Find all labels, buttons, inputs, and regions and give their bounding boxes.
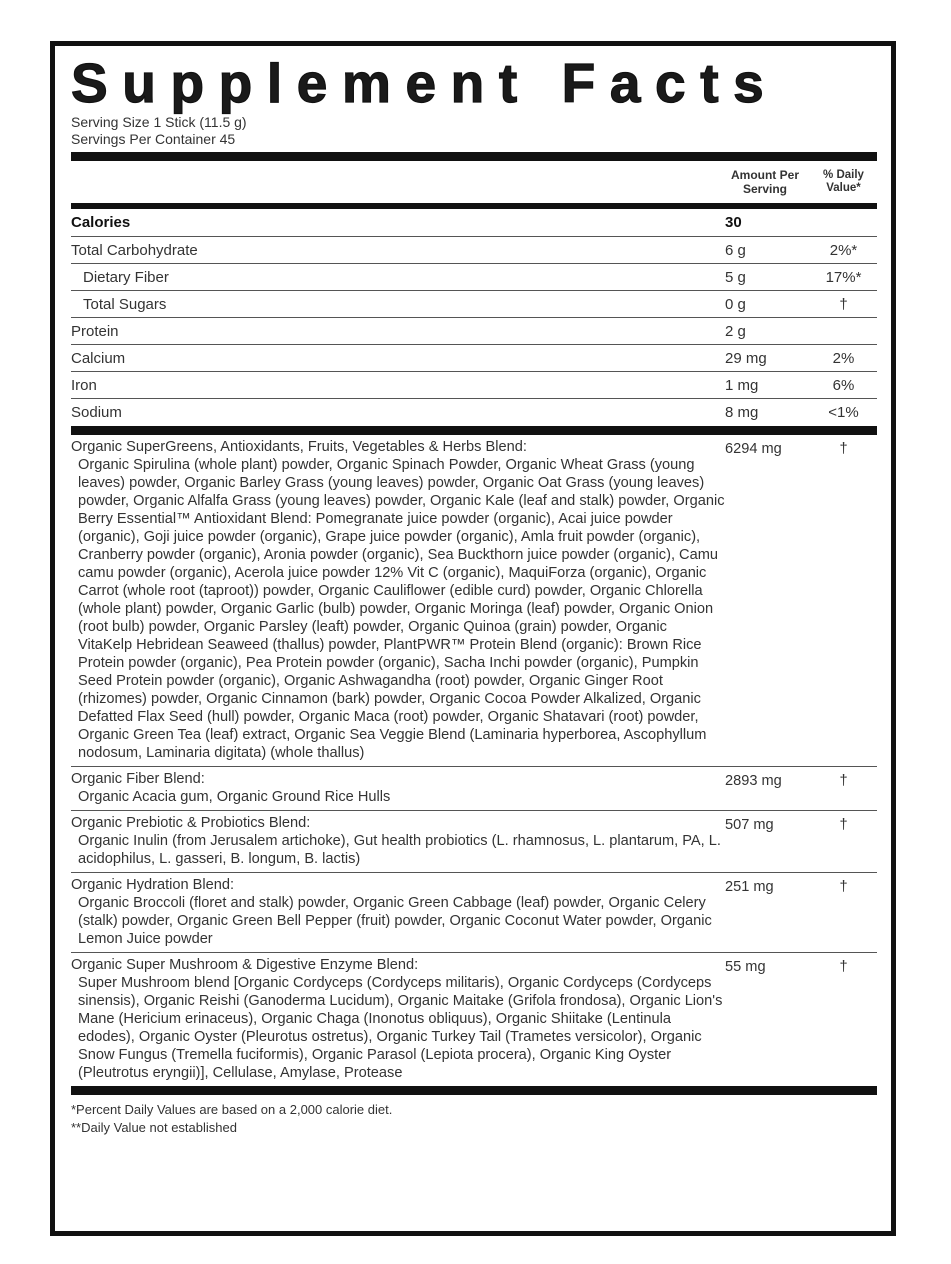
nutrient-name: Sodium: [71, 404, 122, 421]
divider-thick: [71, 1086, 877, 1095]
nutrient-row: [71, 264, 877, 291]
nutrient-name: Calcium: [71, 349, 126, 367]
blend-daily-value: †: [839, 441, 848, 457]
nutrient-amount: 30: [725, 214, 742, 231]
blend-amount: 507 mg: [725, 817, 774, 833]
label-title: Supplement Facts: [71, 52, 779, 114]
footnotes: [71, 1100, 877, 1138]
blend-text: [71, 956, 725, 1082]
nutrient-daily-value: 2%: [832, 349, 855, 367]
nutrient-daily-value: 6%: [832, 376, 855, 394]
nutrient-amount: 2 g: [725, 322, 746, 340]
blend-row: [71, 767, 877, 811]
header-amount: Amount Per Serving: [730, 168, 799, 196]
blend-amount: 2893 mg: [725, 773, 782, 789]
nutrient-daily-value: 2%*: [829, 241, 858, 259]
nutrient-row: [71, 209, 877, 237]
nutrient-name: Total Sugars: [83, 295, 167, 313]
nutrient-daily-value: †: [839, 295, 848, 313]
blend-name: Organic SuperGreens, Antioxidants, Fruits, Vegetables & Herbs Blend:: [71, 439, 527, 455]
header-daily-value: % Daily Value*: [823, 169, 864, 194]
nutrient-daily-value: <1%: [828, 404, 859, 421]
blend-row: [71, 873, 877, 953]
blend-text: [71, 438, 725, 762]
nutrient-row: [71, 318, 877, 345]
blend-daily-value: †: [839, 817, 848, 833]
blend-daily-value: †: [839, 773, 848, 789]
nutrient-amount: 1 mg: [725, 376, 759, 394]
blend-name: Organic Fiber Blend:: [71, 771, 205, 787]
nutrient-row: [71, 399, 877, 426]
nutrient-row: [71, 291, 877, 318]
nutrient-row: [71, 237, 877, 264]
blend-text: [71, 814, 725, 868]
blend-amount: 6294 mg: [725, 441, 782, 457]
nutrient-name: Protein: [71, 322, 119, 340]
blend-ingredients: Organic Spirulina (whole plant) powder, Organic Spinach Powder, Organic Wheat Grass (young leaves) powder, Organic Barley Grass (young leaves) powder, Organic Oat Grass (young leaves) powder, Organic Alfalfa Grass (young leaves) powder, Organic Kale (leaf and stalk) powder, Organic Berry Essential™ Antioxidant Blend: Pomegranate juice powder (organic), Acai juice powder (organic), Goji juice powder (organic), Grape juice powder (organic), Amla fruit powder (organic), Cranberry powder (organic), Aronia powder (organic), Sea Buckthorn juice powder (organic), Camu camu powder (organic), Acerola juice powder 12% Vit C (organic), MaquiForza (organic), Organic Carrot (whole root (taproot)) powder, Organic Cauliflower (edible curd) powder, Organic Chlorella (whole plant) powder, Organic Garlic (bulb) powder, Organic Moringa (leaf) powder, Organic Onion (root bulb) powder, Organic Parsley (leaft) powder, Organic Quinoa (grain) powder, Organic VitaKelp Hebridean Seaweed (thallus) powder, PlantPWR™ Protein Blend (organic): Brown Rice Protein powder (organic), Pea Protein powder (organic), Sacha Inchi powder (organic), Pumpkin Seed Protein powder (organic), Organic Ashwagandha (root) powder, Organic Ginger Root (rhizomes) powder, Organic Cinnamon (bark) powder, Organic Cocoa Powder Alkalized, Organic Defatted Flax Seed (hull) powder, Organic Maca (root) powder, Organic Shatavari (root) powder, Organic Green Tea (leaf) extract, Organic Sea Veggie Blend (Laminaria hyperborea, Ascophyllum nodosum, Laminaria digitata) (whole thallus): [78, 457, 725, 761]
blend-name: Organic Hydration Blend:: [71, 877, 235, 893]
column-header-row: [71, 161, 877, 203]
blend-amount: 251 mg: [725, 879, 774, 895]
divider-thick: [71, 152, 877, 161]
serving-size: Serving Size 1 Stick (11.5 g): [71, 114, 247, 130]
blend-row: [71, 953, 877, 1086]
nutrient-row: [71, 345, 877, 372]
nutrient-amount: 5 g: [725, 268, 746, 286]
blend-text: [71, 876, 725, 948]
blend-daily-value: †: [839, 879, 848, 895]
blend-amount: 55 mg: [725, 959, 766, 975]
serving-info: [71, 114, 877, 148]
blend-ingredients: Organic Broccoli (floret and stalk) powder, Organic Green Cabbage (leaf) powder, Organic Celery (stalk) powder, Organic Green Bell Pepper (fruit) powder, Organic Coconut Water powder, Organic Lemon Juice powder: [78, 895, 712, 947]
nutrient-amount: 8 mg: [725, 404, 759, 421]
blend-ingredients: Organic Inulin (from Jerusalem artichoke), Gut health probiotics (L. rhamnosus, L. plantarum, PA, L. acidophilus, L. gasseri, B. longum, B. lactis): [78, 833, 721, 867]
blend-table: [71, 435, 877, 1086]
nutrient-amount: 29 mg: [725, 349, 767, 367]
divider-thick: [71, 426, 877, 435]
nutrient-amount: 0 g: [725, 295, 746, 313]
nutrient-name: Iron: [71, 376, 97, 394]
servings-per-container: Servings Per Container 45: [71, 131, 236, 147]
nutrient-name: Dietary Fiber: [83, 268, 169, 286]
nutrient-name: Calories: [71, 214, 131, 231]
footnote-dv: *Percent Daily Values are based on a 2,000 calorie diet.: [71, 1102, 393, 1117]
footnote-not-established: **Daily Value not established: [71, 1120, 237, 1135]
blend-daily-value: †: [839, 959, 848, 975]
nutrient-daily-value: 17%*: [825, 268, 862, 286]
supplement-facts-label: [50, 41, 896, 1236]
nutrient-name: Total Carbohydrate: [71, 241, 198, 259]
nutrient-table: [71, 209, 877, 426]
blend-ingredients: Organic Acacia gum, Organic Ground Rice Hulls: [78, 789, 391, 805]
blend-name: Organic Prebiotic & Probiotics Blend:: [71, 815, 311, 831]
blend-row: [71, 811, 877, 873]
nutrient-amount: 6 g: [725, 241, 746, 259]
blend-text: [71, 770, 725, 806]
nutrient-row: [71, 372, 877, 399]
blend-name: Organic Super Mushroom & Digestive Enzyme Blend:: [71, 957, 419, 973]
blend-row: [71, 435, 877, 767]
blend-ingredients: Super Mushroom blend [Organic Cordyceps (Cordyceps militaris), Organic Cordyceps (Cordyceps sinensis), Organic Reishi (Ganoderma Lucidum), Organic Maitake (Grifola frondosa), Organic Lion's Mane (Hericium erinaceus), Organic Chaga (Inonotus obliquus), Organic Shiitake (Lentinula edodes), Organic Oyster (Pleurotus ostretus), Organic Turkey Tail (Trametes versicolor), Organic Snow Fungus (Tremella fuciformis), Organic Parasol (Lepiota procera), Organic King Oyster (Pleutrotus eryngii)], Cellulase, Amylase, Protease: [78, 975, 723, 1081]
